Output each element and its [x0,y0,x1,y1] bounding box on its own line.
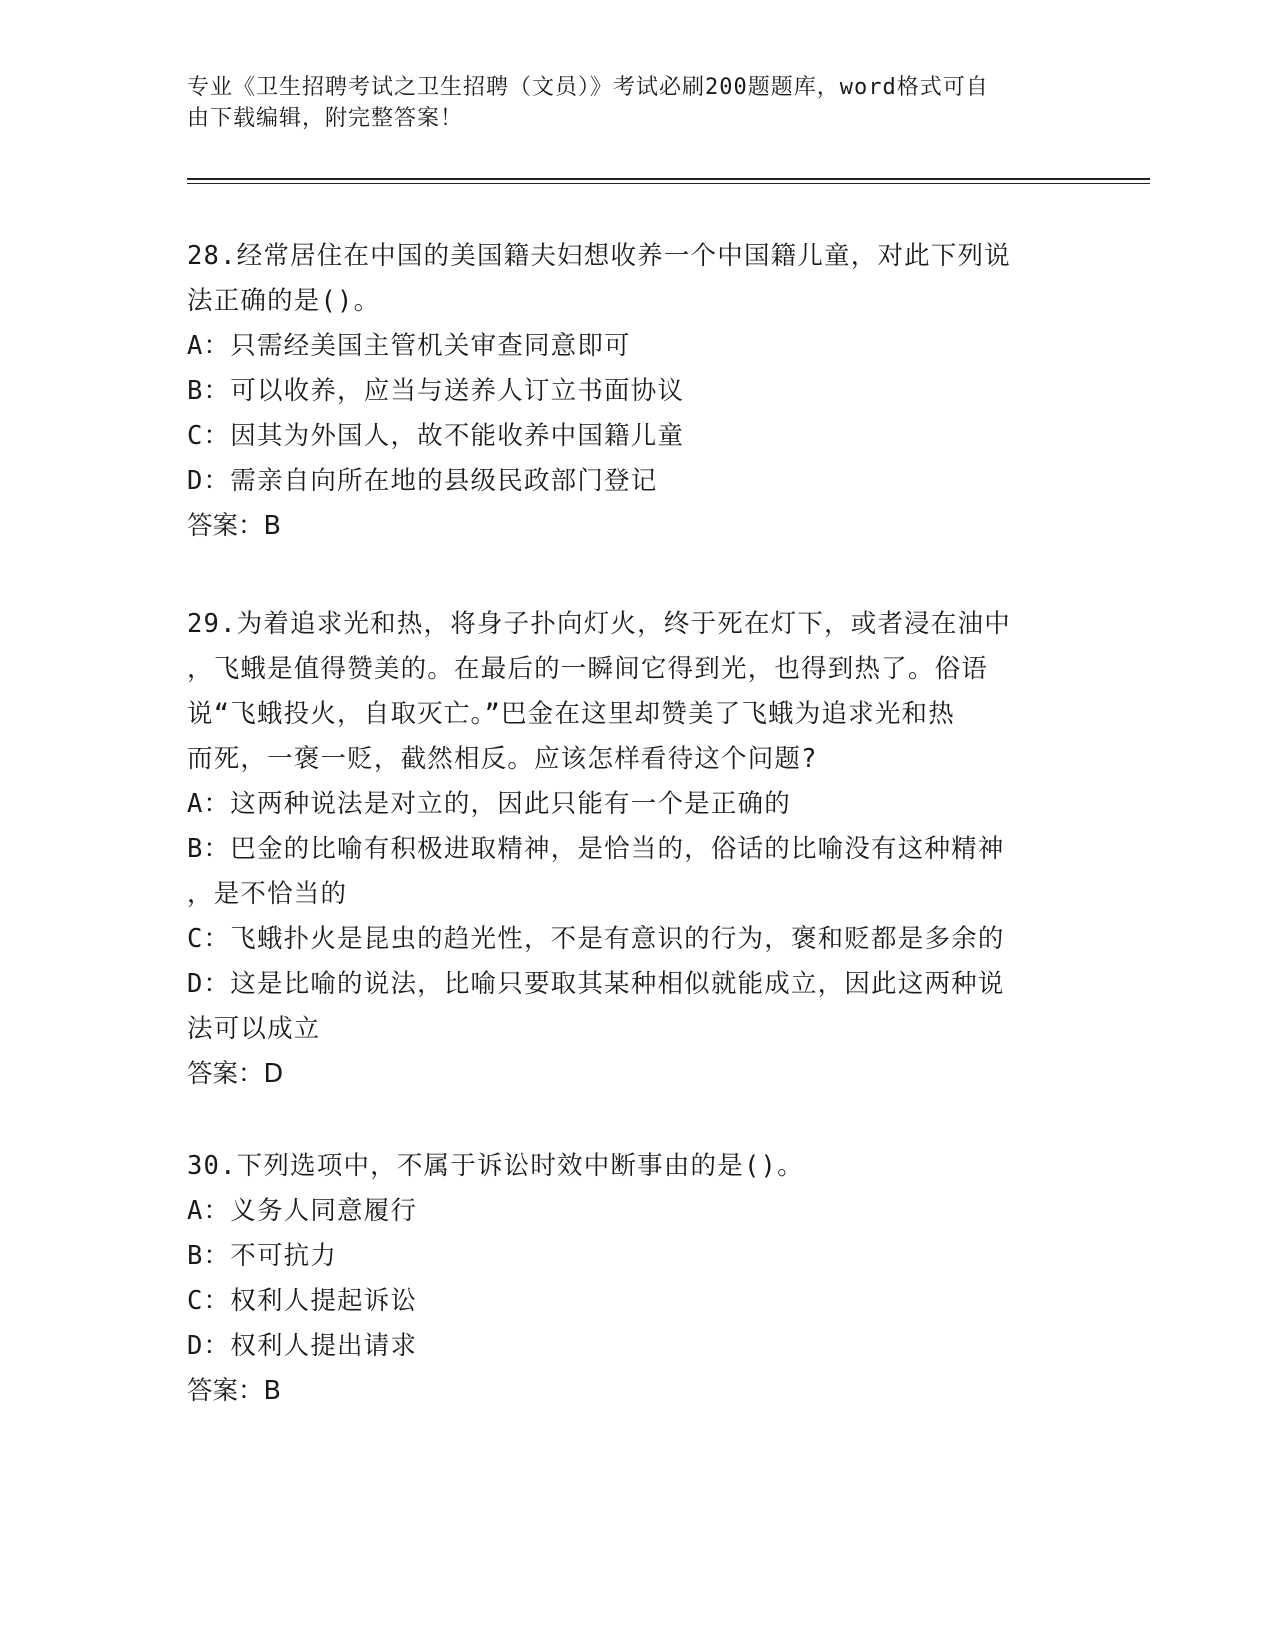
question-stem-line: 28.经常居住在中国的美国籍夫妇想收养一个中国籍儿童，对此下列说 [187,241,1011,271]
option-d-continued: 法可以成立 [187,1014,321,1044]
option-b-continued: ，是不恰当的 [187,879,348,909]
question-stem-line: 说“飞蛾投火，自取灭亡。”巴金在这里却赞美了飞蛾为追求光和热 [187,699,955,729]
answer-line: 答案：D [187,1059,284,1089]
option-a: A：义务人同意履行 [187,1196,418,1226]
header-line-2: 由下载编辑，附完整答案！ [187,106,464,131]
option-b: B：可以收养，应当与送养人订立书面协议 [187,376,685,406]
option-b: B：不可抗力 [187,1241,338,1271]
option-a: A：这两种说法是对立的，因此只能有一个是正确的 [187,789,791,819]
option-a: A：只需经美国主管机关审查同意即可 [187,331,631,361]
option-d: D：这是比喻的说法，比喻只要取其某种相似就能成立，因此这两种说 [187,969,1005,999]
option-c: C：权利人提起诉讼 [187,1286,418,1316]
header-divider [187,178,1150,180]
question-stem-line: ，飞蛾是值得赞美的。在最后的一瞬间它得到光，也得到热了。俗语 [187,654,989,684]
question-29 [187,602,1087,1097]
header-divider-thin [187,183,1150,184]
question-stem-line: 30.下列选项中，不属于诉讼时效中断事由的是()。 [187,1151,804,1181]
option-c: C：因其为外国人，故不能收养中国籍儿童 [187,421,685,451]
header-line-1: 专业《卫生招聘考试之卫生招聘（文员）》考试必刷200题题库，word格式可自 [187,75,989,100]
question-30 [187,1144,1087,1414]
question-stem-line: 而死，一褒一贬，截然相反。应该怎样看待这个问题? [187,744,818,774]
answer-line: 答案：B [187,511,281,541]
question-stem-line: 29.为着追求光和热，将身子扑向灯火，终于死在灯下，或者浸在油中 [187,609,1011,639]
option-d: D：需亲自向所在地的县级民政部门登记 [187,466,658,496]
option-c: C：飞蛾扑火是昆虫的趋光性，不是有意识的行为，褒和贬都是多余的 [187,924,1005,954]
answer-line: 答案：B [187,1376,281,1406]
document-header [187,72,1087,134]
question-stem-line: 法正确的是()。 [187,286,381,316]
option-d: D：权利人提出请求 [187,1331,418,1361]
question-28 [187,234,1087,549]
option-b: B：巴金的比喻有积极进取精神，是恰当的，俗话的比喻没有这种精神 [187,834,1005,864]
